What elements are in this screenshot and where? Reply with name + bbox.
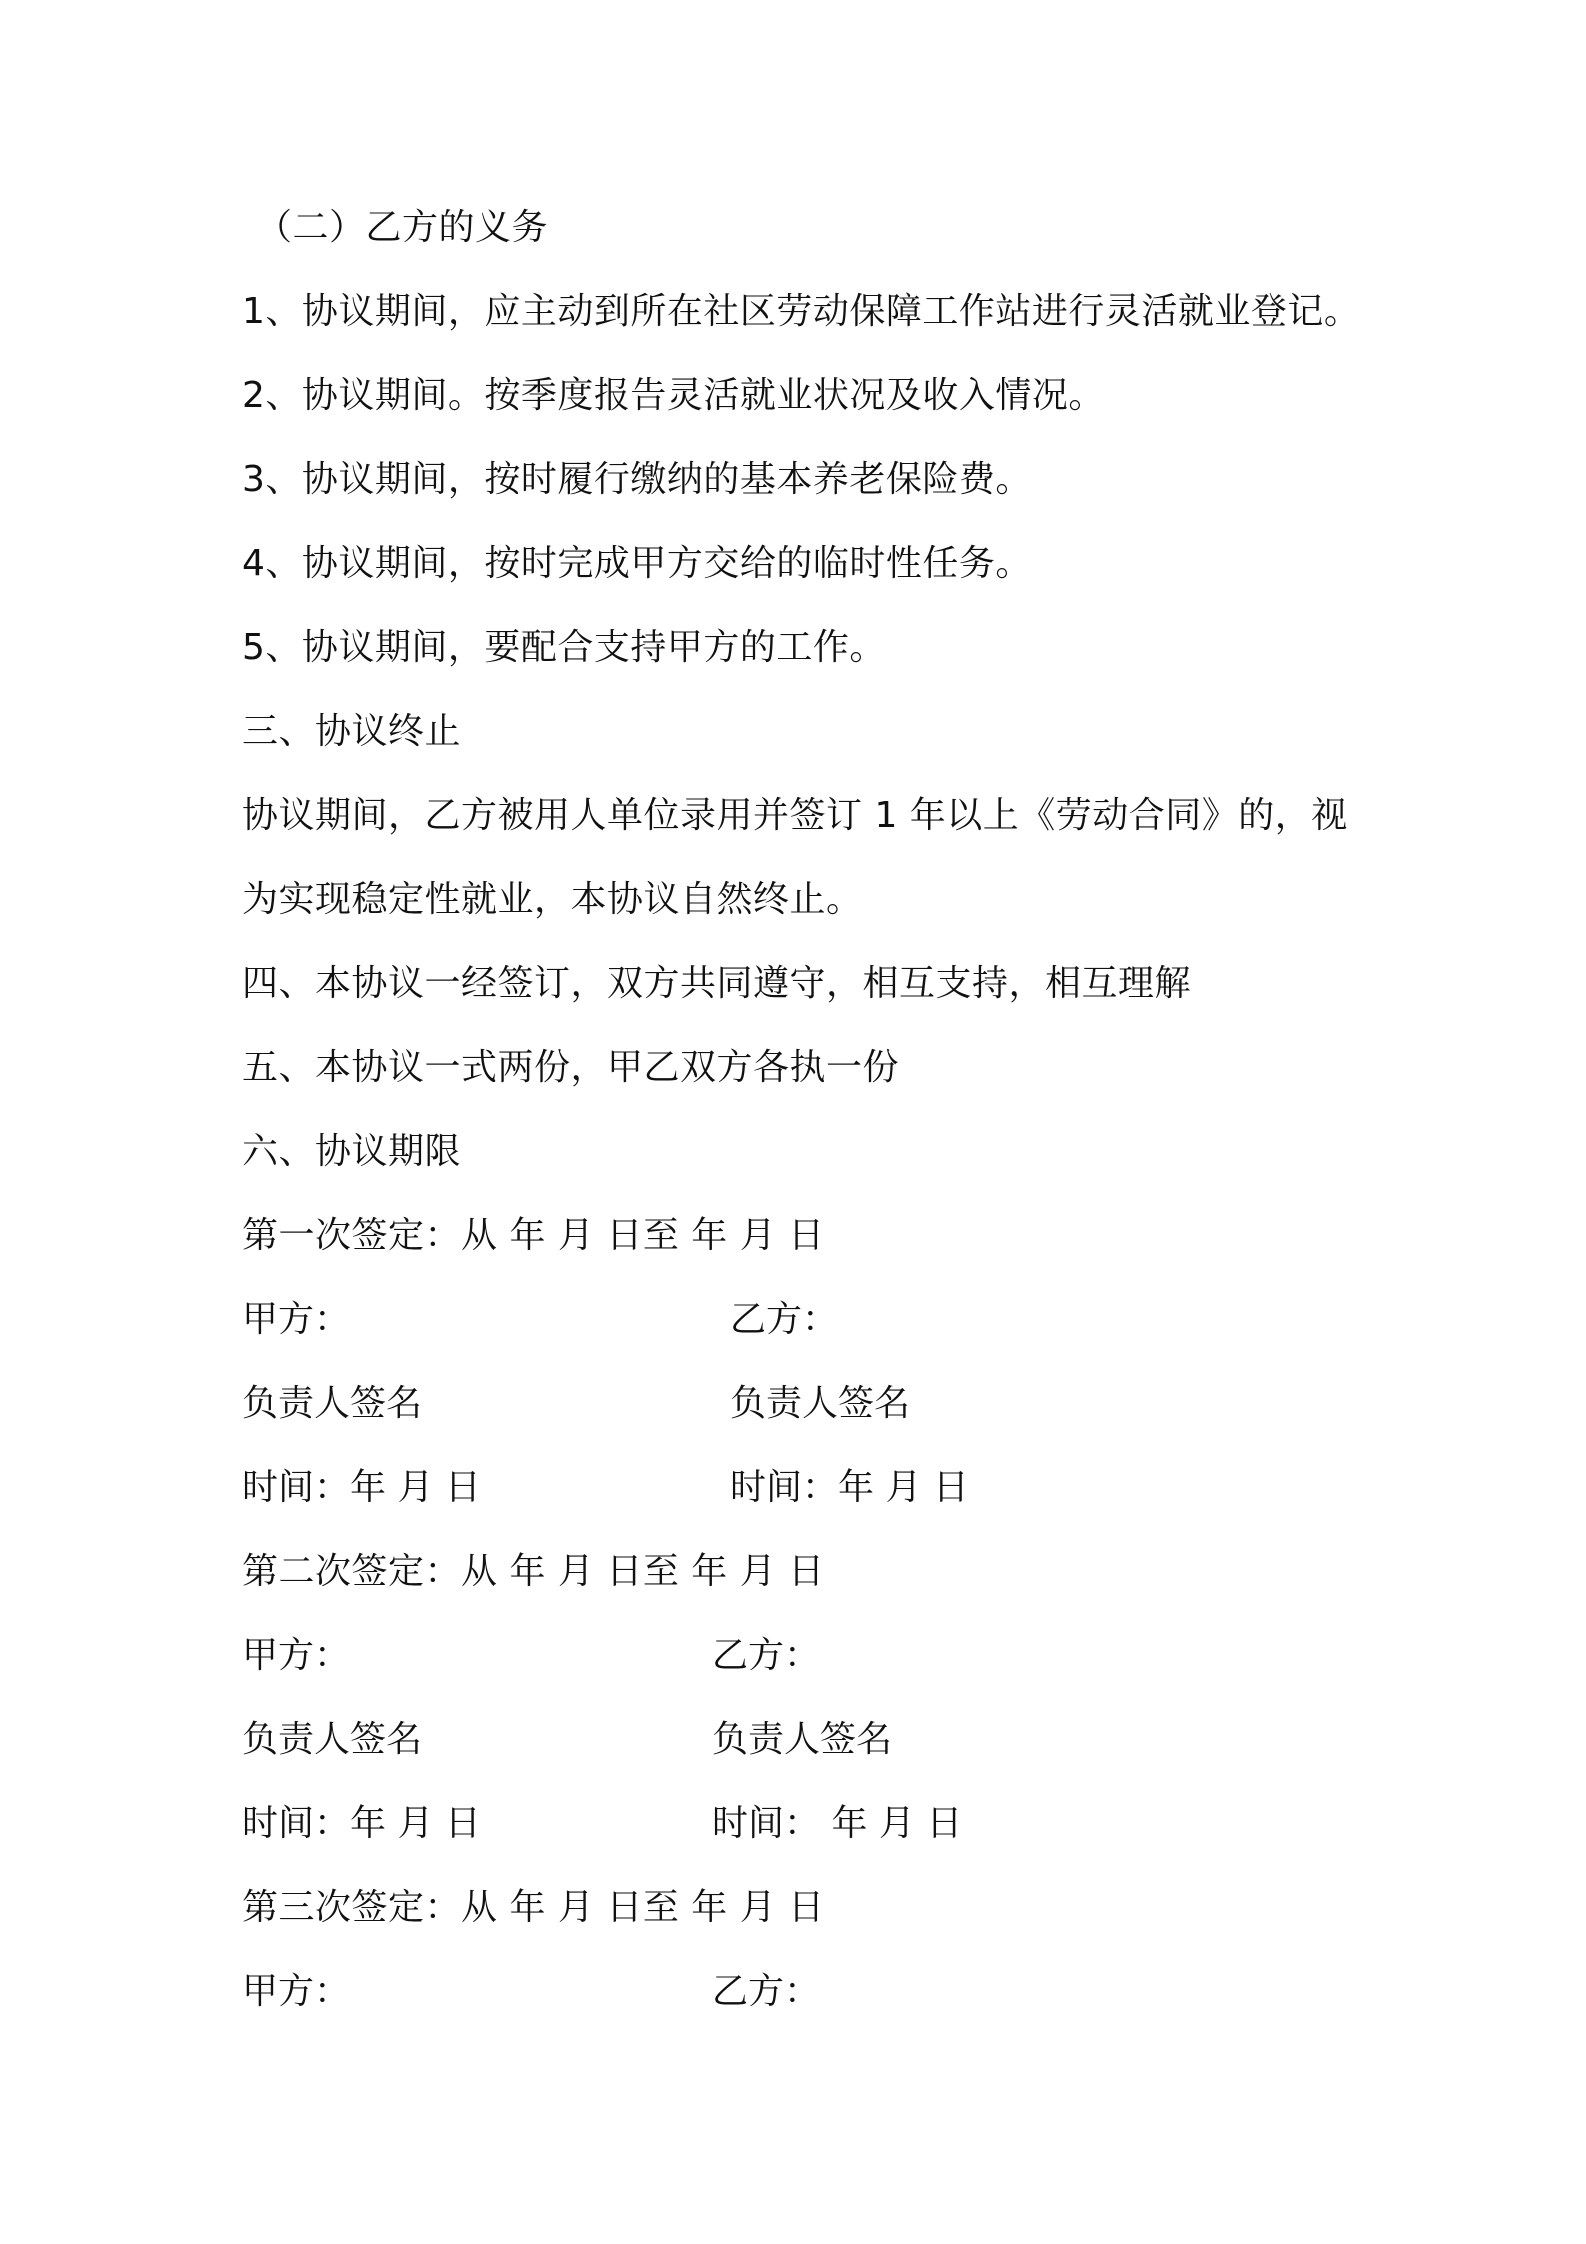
termination-text-line-2: 为实现稳定性就业，本协议自然终止。 <box>242 879 863 920</box>
signing-3-period: 第三次签定：从 年 月 日至 年 月 日 <box>242 1887 825 1928</box>
section-heading: （二）乙方的义务 <box>256 207 549 248</box>
termination-heading: 三、协议终止 <box>242 711 462 752</box>
clause-four: 四、本协议一经签订，双方共同遵守，相互支持，相互理解 <box>242 963 1192 1004</box>
term-heading: 六、协议期限 <box>242 1131 462 1172</box>
signing-1-signature-b: 负责人签名 <box>730 1383 911 1424</box>
signing-1-signature-row <box>242 1382 1442 1426</box>
signing-2-date-row <box>242 1802 1442 1846</box>
signing-2-date-b: 时间： 年 月 日 <box>712 1803 963 1844</box>
signing-3-parties-row <box>242 1970 1442 2014</box>
signing-2-signature-a: 负责人签名 <box>242 1719 423 1760</box>
signing-1-signature-a: 负责人签名 <box>242 1383 423 1424</box>
obligation-item-5: 5、协议期间，要配合支持甲方的工作。 <box>242 627 886 668</box>
signing-1-parties-row <box>242 1298 1442 1342</box>
signing-1-date-b: 时间：年 月 日 <box>730 1467 969 1508</box>
signing-3-party-a: 甲方： <box>242 1971 351 2012</box>
signing-2-parties-row <box>242 1634 1442 1678</box>
obligation-item-2: 2、协议期间。按季度报告灵活就业状况及收入情况。 <box>242 375 1105 416</box>
signing-1-party-a: 甲方： <box>242 1299 351 1340</box>
signing-2-party-b: 乙方： <box>712 1635 821 1676</box>
signing-2-signature-b: 负责人签名 <box>712 1719 893 1760</box>
obligation-item-4: 4、协议期间，按时完成甲方交给的临时性任务。 <box>242 543 1032 584</box>
signing-1-date-row <box>242 1466 1442 1510</box>
signing-1-period: 第一次签定：从 年 月 日至 年 月 日 <box>242 1215 825 1256</box>
clause-five: 五、本协议一式两份，甲乙双方各执一份 <box>242 1047 900 1088</box>
signing-1-date-a: 时间：年 月 日 <box>242 1467 481 1508</box>
signing-2-date-a: 时间：年 月 日 <box>242 1803 481 1844</box>
termination-text-line-1: 协议期间，乙方被用人单位录用并签订 1 年以上《劳动合同》的，视 <box>242 795 1348 836</box>
signing-2-period: 第二次签定：从 年 月 日至 年 月 日 <box>242 1551 825 1592</box>
signing-2-signature-row <box>242 1718 1442 1762</box>
obligation-item-3: 3、协议期间，按时履行缴纳的基本养老保险费。 <box>242 459 1032 500</box>
obligation-item-1: 1、协议期间，应主动到所在社区劳动保障工作站进行灵活就业登记。 <box>242 291 1361 332</box>
signing-1-party-b: 乙方： <box>730 1299 839 1340</box>
signing-2-party-a: 甲方： <box>242 1635 351 1676</box>
signing-3-party-b: 乙方： <box>712 1971 821 2012</box>
